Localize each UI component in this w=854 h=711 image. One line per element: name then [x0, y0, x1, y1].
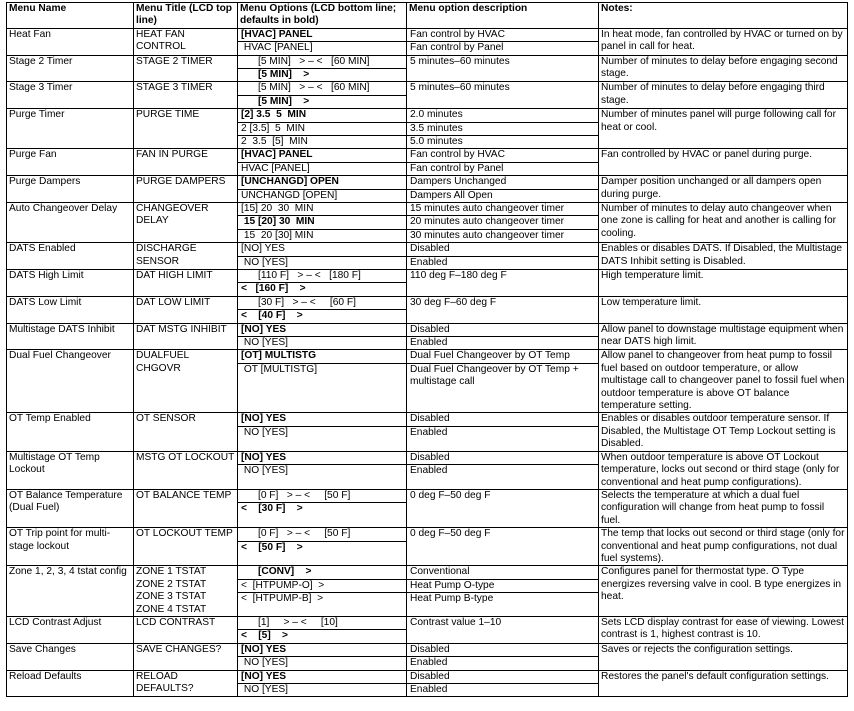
option-description-line: Enabled — [410, 657, 448, 669]
option-description-line: Enabled — [410, 683, 448, 695]
option-description-line: Dual Fuel Changeover by OT Temp — [407, 350, 598, 363]
table-row — [7, 82, 848, 109]
menu-options-cell — [238, 176, 407, 203]
option-description-cell — [407, 270, 599, 297]
notes-cell: Damper position unchanged or all dampers open during purge. — [599, 176, 848, 203]
option-description-line: Enabled — [410, 337, 448, 349]
table-row — [7, 270, 848, 297]
menu-name-cell: Save Changes — [7, 643, 134, 670]
menu-option-line: [NO] YES — [238, 644, 406, 657]
menu-options-cell — [238, 82, 407, 109]
option-description-line: Enabled — [410, 465, 448, 477]
menu-name-cell: Reload Defaults — [7, 670, 134, 697]
menu-name-cell: Purge Timer — [7, 109, 134, 149]
menu-name-cell: DATS Low Limit — [7, 296, 134, 323]
menu-options-cell — [238, 489, 407, 527]
menu-title-cell: STAGE 3 TIMER — [134, 82, 238, 109]
notes-cell: Number of minutes to delay auto changeover when one zone is calling for heat and another is calling for cooling. — [599, 203, 848, 243]
menu-option-line: [30 F] > – < [60 F] — [238, 297, 406, 310]
menu-option-line: [5 MIN] > — [241, 69, 310, 81]
menu-option-line: < [HTPUMP-O] > — [238, 580, 406, 593]
notes-cell: Allow panel to changeover from heat pump to fossil fuel based on outdoor temperature, or allow multistage call to changeover panel to fossil fuel when outdoor temperature is above OT balance temperature setting. — [599, 350, 848, 413]
menu-title-cell: LCD CONTRAST — [134, 616, 238, 643]
notes-cell: In heat mode, fan controlled by HVAC or turned on by panel in call for heat. — [599, 28, 848, 55]
menu-title-cell: FAN IN PURGE — [134, 149, 238, 176]
menu-option-line: NO [YES] — [241, 465, 288, 477]
menu-option-line: < [160 F] > — [241, 283, 306, 295]
table-row — [7, 109, 848, 149]
table-row — [7, 413, 848, 451]
menu-options-cell — [238, 528, 407, 566]
table-row — [7, 243, 848, 270]
option-description-cell — [407, 149, 599, 176]
menu-name-cell: Stage 3 Timer — [7, 82, 134, 109]
option-description-line: Dual Fuel Changeover by OT Temp + multistage call — [410, 363, 579, 388]
option-description-line: Dampers Unchanged — [407, 176, 598, 189]
menu-option-line: [NO] YES — [238, 324, 406, 337]
option-description-cell — [407, 451, 599, 489]
notes-cell: The temp that locks out second or third stage (only for conventional and heat pump configurations, not dual fuel systems). — [599, 528, 848, 566]
menu-option-line: [NO] YES — [238, 671, 406, 684]
option-description-line: Disabled — [407, 324, 598, 337]
menu-option-line: < [5] > — [241, 630, 288, 642]
menu-option-line: [OT] MULTISTG — [238, 350, 406, 363]
option-description-line: Heat Pump O-type — [407, 580, 598, 593]
table-row — [7, 149, 848, 176]
menu-options-cell — [238, 28, 407, 55]
menu-title-cell: DAT LOW LIMIT — [134, 296, 238, 323]
option-description-line: 5.0 minutes — [410, 136, 463, 147]
option-description-line: Disabled — [407, 452, 598, 465]
menu-option-line: [NO] YES — [238, 243, 406, 256]
header-menu-title: Menu Title (LCD top line) — [134, 3, 238, 29]
menu-option-line: [5 MIN] > — [241, 95, 310, 107]
menu-options-cell — [238, 670, 407, 697]
table-row — [7, 176, 848, 203]
option-description-cell — [407, 82, 599, 109]
option-description-line: 2.0 minutes — [407, 109, 598, 122]
option-description-line: Dampers All Open — [410, 189, 493, 201]
menu-option-line: [5 MIN] > – < [60 MIN] — [238, 56, 406, 69]
option-description-line: 3.5 minutes — [407, 123, 598, 136]
menu-option-line: [110 F] > – < [180 F] — [238, 270, 406, 283]
option-description-line: 5 minutes–60 minutes — [410, 82, 510, 94]
table-row — [7, 451, 848, 489]
menu-option-line: [NO] YES — [238, 452, 406, 465]
menu-option-line: < [40 F] > — [241, 310, 303, 322]
option-description-cell — [407, 296, 599, 323]
option-description-line: Heat Pump B-type — [410, 593, 494, 605]
option-description-line: Disabled — [407, 413, 598, 426]
menu-option-line: 2 [3.5] 5 MIN — [238, 123, 406, 136]
option-description-cell — [407, 643, 599, 670]
table-header-row — [7, 3, 848, 29]
option-description-line: Enabled — [410, 256, 448, 268]
menu-title-cell: RELOAD DEFAULTS? — [134, 670, 238, 697]
menu-options-cell — [238, 55, 407, 82]
menu-options-cell — [238, 323, 407, 350]
option-description-line: 30 minutes auto changeover timer — [410, 229, 565, 241]
option-description-cell — [407, 323, 599, 350]
header-menu-options: Menu Options (LCD bottom line; defaults in bold) — [238, 3, 407, 29]
option-description-line: 0 deg F–50 deg F — [410, 528, 491, 540]
menu-option-line: OT [MULTISTG] — [241, 363, 318, 375]
menu-options-cell — [238, 109, 407, 149]
table-row — [7, 566, 848, 617]
menu-option-line: [CONV] > — [238, 566, 406, 579]
table-row — [7, 350, 848, 413]
notes-cell: Enables or disables DATS. If Disabled, the Multistage DATS Inhibit setting is Disabled. — [599, 243, 848, 270]
menu-option-line: 2 3.5 [5] MIN — [241, 135, 308, 147]
table-row — [7, 55, 848, 82]
header-option-description: Menu option description — [407, 3, 599, 29]
notes-cell: Number of minutes to delay before engaging second stage. — [599, 55, 848, 82]
notes-cell: Sets LCD display contrast for ease of viewing. Lowest contrast is 1, highest contrast is 10. — [599, 616, 848, 643]
menu-option-line: < [30 F] > — [241, 503, 303, 515]
menu-option-line: NO [YES] — [241, 337, 288, 349]
notes-cell: High temperature limit. — [599, 270, 848, 297]
menu-title-cell: CHANGEOVER DELAY — [134, 203, 238, 243]
menu-options-cell — [238, 149, 407, 176]
menu-option-line: NO [YES] — [241, 657, 288, 669]
menu-option-line: HVAC [PANEL] — [241, 42, 313, 54]
menu-name-cell: DATS High Limit — [7, 270, 134, 297]
menu-options-cell — [238, 203, 407, 243]
menu-option-line: NO [YES] — [241, 256, 288, 268]
menu-option-line: [0 F] > – < [50 F] — [238, 490, 406, 503]
menu-options-table — [6, 2, 848, 697]
option-description-cell — [407, 203, 599, 243]
option-description-line: Fan control by Panel — [410, 42, 504, 54]
option-description-line: 5 minutes–60 minutes — [410, 55, 510, 67]
menu-name-cell: Purge Dampers — [7, 176, 134, 203]
menu-title-cell: OT LOCKOUT TEMP — [134, 528, 238, 566]
option-description-line: 15 minutes auto changeover timer — [407, 203, 598, 216]
option-description-line: Disabled — [407, 644, 598, 657]
table-row — [7, 528, 848, 566]
menu-option-line: HVAC [PANEL] — [241, 162, 310, 174]
menu-option-line: [NO] YES — [238, 413, 406, 426]
notes-cell: Saves or rejects the configuration settings. — [599, 643, 848, 670]
menu-name-cell: Stage 2 Timer — [7, 55, 134, 82]
menu-name-cell: Zone 1, 2, 3, 4 tstat config — [7, 566, 134, 617]
menu-option-line: NO [YES] — [241, 683, 288, 695]
option-description-line: 110 deg F–180 deg F — [410, 270, 507, 282]
option-description-line: Conventional — [407, 566, 598, 579]
option-description-line: 20 minutes auto changeover timer — [407, 216, 598, 229]
menu-option-line: [2] 3.5 5 MIN — [238, 109, 406, 122]
menu-option-line: [UNCHANGD] OPEN — [238, 176, 406, 189]
option-description-line: Disabled — [407, 243, 598, 256]
table-row — [7, 489, 848, 527]
menu-options-cell — [238, 451, 407, 489]
menu-option-line: 15 [20] 30 MIN — [238, 216, 406, 229]
menu-option-line: [1] > – < [10] — [238, 617, 406, 630]
menu-name-cell: Heat Fan — [7, 28, 134, 55]
table-row — [7, 296, 848, 323]
menu-title-cell: SAVE CHANGES? — [134, 643, 238, 670]
option-description-line: Fan control by HVAC — [407, 29, 598, 42]
menu-options-cell — [238, 270, 407, 297]
menu-title-cell: DAT MSTG INHIBIT — [134, 323, 238, 350]
notes-cell: Restores the panel's default configuration settings. — [599, 670, 848, 697]
menu-option-line: UNCHANGD [OPEN] — [241, 189, 338, 201]
menu-name-cell: Multistage DATS Inhibit — [7, 323, 134, 350]
menu-option-line: [HVAC] PANEL — [238, 29, 406, 42]
menu-name-cell: Purge Fan — [7, 149, 134, 176]
notes-cell: Number of minutes panel will purge following call for heat or cool. — [599, 109, 848, 149]
table-row — [7, 323, 848, 350]
menu-option-line: NO [YES] — [241, 426, 288, 438]
notes-cell: Configures panel for thermostat type. O Type energizes reversing valve in cool. B type energizes in heat. — [599, 566, 848, 617]
menu-name-cell: OT Trip point for multi-stage lockout — [7, 528, 134, 566]
menu-options-cell — [238, 566, 407, 617]
table-row — [7, 28, 848, 55]
option-description-cell — [407, 616, 599, 643]
menu-title-cell: HEAT FAN CONTROL — [134, 28, 238, 55]
option-description-line: 30 deg F–60 deg F — [410, 296, 497, 308]
notes-cell: Allow panel to downstage multistage equipment when near DATS high limit. — [599, 323, 848, 350]
menu-name-cell: OT Balance Temperature (Dual Fuel) — [7, 489, 134, 527]
menu-options-cell — [238, 296, 407, 323]
table-row — [7, 643, 848, 670]
notes-cell: Number of minutes to delay before engaging third stage. — [599, 82, 848, 109]
option-description-line: Disabled — [407, 671, 598, 684]
option-description-cell — [407, 566, 599, 617]
menu-title-cell: DAT HIGH LIMIT — [134, 270, 238, 297]
option-description-line: 0 deg F–50 deg F — [410, 489, 491, 501]
notes-cell: Enables or disables outdoor temperature sensor. If Disabled, the Multistage OT Temp Lockout setting is Disabled. — [599, 413, 848, 451]
table-row — [7, 616, 848, 643]
option-description-cell — [407, 176, 599, 203]
menu-name-cell: DATS Enabled — [7, 243, 134, 270]
table-row — [7, 203, 848, 243]
menu-options-cell — [238, 413, 407, 451]
menu-name-cell: Multistage OT Temp Lockout — [7, 451, 134, 489]
menu-title-cell: ZONE 1 TSTAT ZONE 2 TSTAT ZONE 3 TSTAT ZONE 4 TSTAT — [134, 566, 238, 617]
menu-name-cell: Dual Fuel Changeover — [7, 350, 134, 413]
menu-title-cell: PURGE TIME — [134, 109, 238, 149]
option-description-cell — [407, 670, 599, 697]
option-description-cell — [407, 55, 599, 82]
option-description-line: Fan control by Panel — [410, 162, 504, 174]
option-description-cell — [407, 350, 599, 413]
menu-title-cell: DUALFUEL CHGOVR — [134, 350, 238, 413]
menu-option-line: 15 20 [30] MIN — [241, 229, 314, 241]
notes-cell: Fan controlled by HVAC or panel during purge. — [599, 149, 848, 176]
menu-options-cell — [238, 643, 407, 670]
table-row — [7, 670, 848, 697]
menu-title-cell: STAGE 2 TIMER — [134, 55, 238, 82]
menu-name-cell: OT Temp Enabled — [7, 413, 134, 451]
menu-name-cell: LCD Contrast Adjust — [7, 616, 134, 643]
menu-name-cell: Auto Changeover Delay — [7, 203, 134, 243]
header-notes: Notes: — [599, 3, 848, 29]
option-description-cell — [407, 243, 599, 270]
menu-option-line: [15] 20 30 MIN — [238, 203, 406, 216]
menu-title-cell: MSTG OT LOCKOUT — [134, 451, 238, 489]
menu-option-line: < [50 F] > — [241, 541, 303, 553]
option-description-line: Fan control by HVAC — [407, 149, 598, 162]
menu-options-cell — [238, 616, 407, 643]
menu-option-line: [0 F] > – < [50 F] — [238, 528, 406, 541]
menu-options-cell — [238, 350, 407, 413]
option-description-cell — [407, 109, 599, 149]
notes-cell: Selects the temperature at which a dual fuel configuration will change from heat pump to fossil fuel. — [599, 489, 848, 527]
menu-title-cell: DISCHARGE SENSOR — [134, 243, 238, 270]
menu-option-line: [HVAC] PANEL — [238, 149, 406, 162]
menu-title-cell: OT BALANCE TEMP — [134, 489, 238, 527]
option-description-cell — [407, 528, 599, 566]
option-description-line: Enabled — [410, 426, 448, 438]
header-menu-name: Menu Name — [7, 3, 134, 29]
option-description-cell — [407, 28, 599, 55]
menu-title-cell: OT SENSOR — [134, 413, 238, 451]
menu-option-line: [5 MIN] > – < [60 MIN] — [238, 82, 406, 95]
option-description-cell — [407, 489, 599, 527]
menu-option-line: < [HTPUMP-B] > — [241, 593, 324, 605]
option-description-cell — [407, 413, 599, 451]
menu-options-cell — [238, 243, 407, 270]
menu-title-cell: PURGE DAMPERS — [134, 176, 238, 203]
option-description-line: Contrast value 1–10 — [410, 616, 502, 628]
notes-cell: Low temperature limit. — [599, 296, 848, 323]
notes-cell: When outdoor temperature is above OT Lockout temperature, locks out second or third stage (only for conventional and heat pump configurations). — [599, 451, 848, 489]
